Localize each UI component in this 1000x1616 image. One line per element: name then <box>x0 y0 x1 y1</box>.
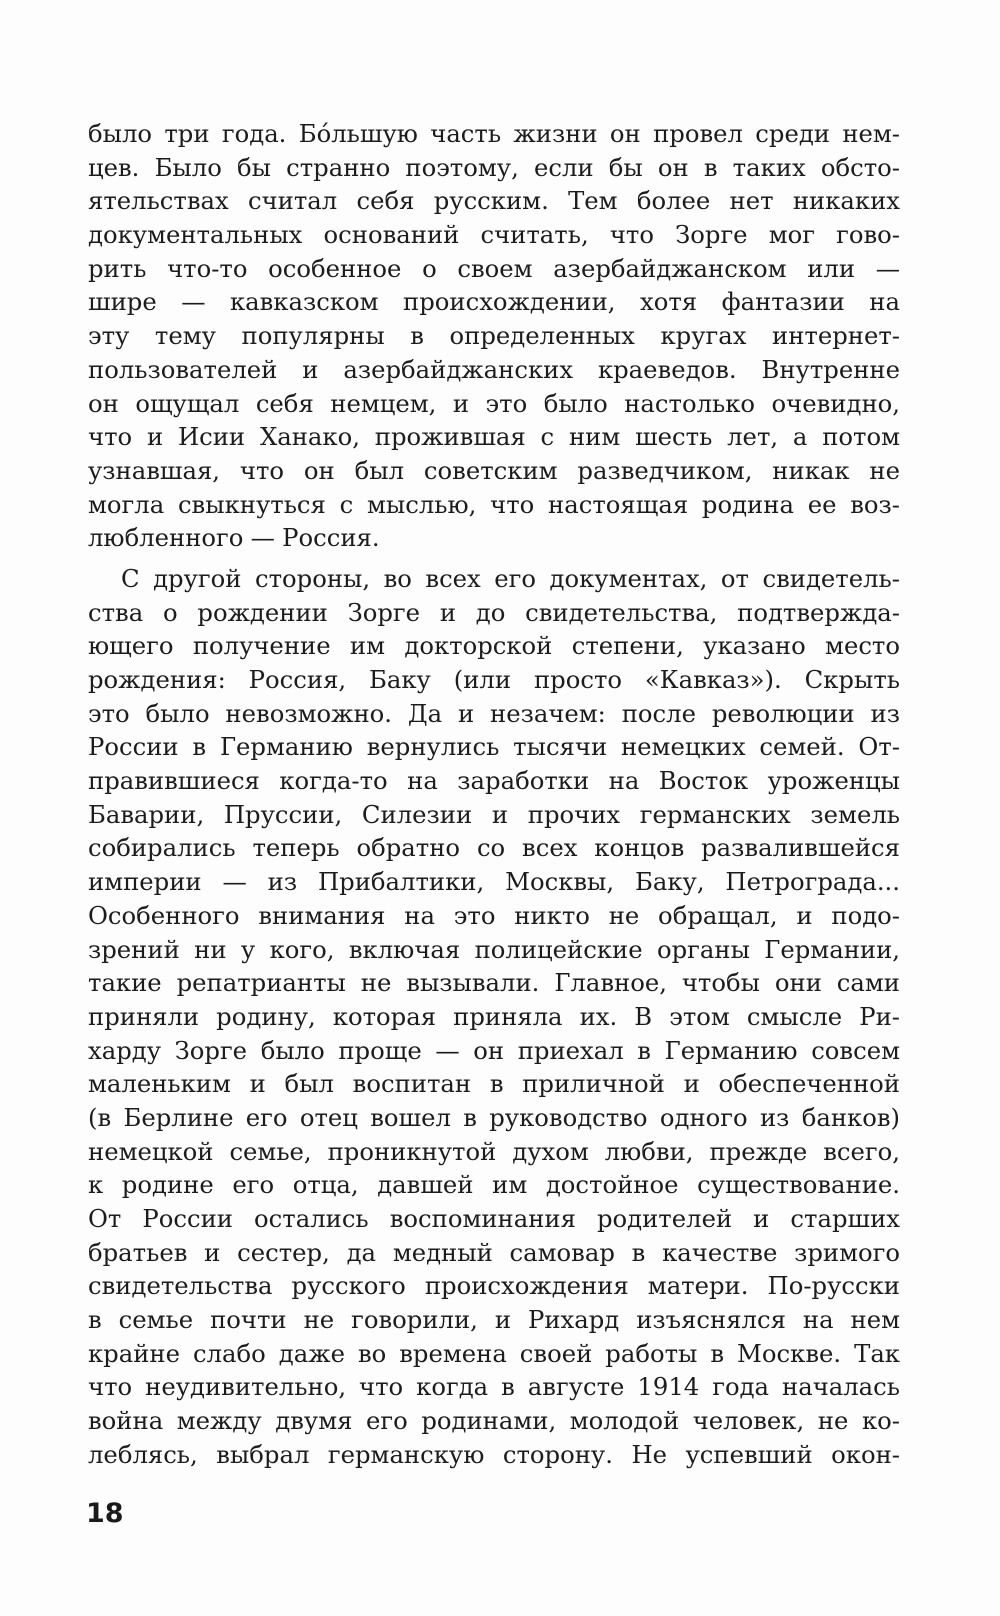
text-line: узнавшая, что он был советским разведчиком, никак не <box>88 455 900 485</box>
text-line: свидетельства русского происхождения матери. По-русски <box>88 1271 900 1301</box>
text-line: документальных оснований считать, что Зорге мог гово- <box>88 220 900 250</box>
text-line: что неудивительно, что когда в августе 1914 года началась <box>88 1372 900 1402</box>
text-line: братьев и сестер, да медный самовар в качестве зримого <box>88 1237 900 1267</box>
text-line: харду Зорге было проще — он приехал в Германию совсем <box>88 1035 900 1065</box>
text-line: эту тему популярны в определенных кругах интернет- <box>88 321 900 351</box>
text-line: леблясь, выбрал германскую сторону. Не успевший окон- <box>88 1439 900 1469</box>
text-line: Баварии, Пруссии, Силезии и прочих германских земель <box>88 799 900 829</box>
text-line: это было невозможно. Да и незачем: после революции из <box>88 698 900 728</box>
text-line: было три года. Бóльшую часть жизни он провел среди нем- <box>88 119 900 148</box>
text-line: ятельствах считал себя русским. Тем более нет никаких <box>88 186 900 216</box>
text-line: приняли родину, которая приняла их. В этом смысле Ри- <box>88 1001 900 1031</box>
text-line: ства о рождении Зорге и до свидетельства, подтвержда- <box>88 597 900 627</box>
text-line: цев. Было бы странно поэтому, если бы он в таких обсто- <box>88 152 900 182</box>
text-line: От России остались воспоминания родителей и старших <box>88 1204 900 1233</box>
paragraph-1 <box>88 117 900 555</box>
text-line: ющего получение им докторской степени, указано место <box>88 631 900 661</box>
text-line: шире — кавказском происхождении, хотя фантазии на <box>88 287 900 317</box>
text-line: крайне слабо даже во времена своей работы в Москве. Так <box>88 1338 900 1368</box>
text-line: зрений ни у кого, включая полицейские органы Германии, <box>88 934 900 964</box>
text-line: война между двумя его родинами, молодой человек, не ко- <box>88 1406 900 1436</box>
text-line: могла свыкнуться с мыслью, что настоящая родина ее воз- <box>88 489 900 519</box>
text-line: России в Германию вернулись тысячи немецких семей. От- <box>88 732 900 762</box>
text-line: правившиеся когда-то на заработки на Восток уроженцы <box>88 766 900 796</box>
text-line: рождения: Россия, Баку (или просто «Кавказ»). Скрыть <box>88 665 900 694</box>
paragraph-2 <box>88 562 900 1472</box>
text-line: любленного — Россия. <box>88 523 380 553</box>
text-line: такие репатрианты не вызывали. Главное, чтобы они сами <box>88 968 900 998</box>
text-line: что и Исии Ханако, прожившая с ним шесть лет, а потом <box>88 422 900 452</box>
page-number: 18 <box>86 1498 124 1529</box>
text-line: он ощущал себя немцем, и это было настолько очевидно, <box>88 388 900 418</box>
text-line: рить что-то особенное о своем азербайджанском или — <box>88 253 900 283</box>
text-line: (в Берлине его отец вошел в руководство одного из банков) <box>88 1102 900 1132</box>
text-line: пользователей и азербайджанских краеведов. Внутренне <box>88 354 900 384</box>
text-line: к родине его отца, давшей им достойное существование. <box>88 1170 900 1200</box>
text-line: Особенного внимания на это никто не обращал, и подо- <box>88 900 900 930</box>
text-line: собирались теперь обратно со всех концов развалившейся <box>88 833 900 863</box>
body-text <box>88 117 900 1472</box>
text-line: немецкой семье, проникнутой духом любви, прежде всего, <box>88 1136 900 1166</box>
text-line: в семье почти не говорили, и Рихард изъяснялся на нем <box>88 1305 900 1335</box>
text-line: империи — из Прибалтики, Москвы, Баку, Петрограда... <box>88 867 900 897</box>
text-line: С другой стороны, во всех его документах, от свидетель- <box>121 563 900 593</box>
text-line: маленьким и был воспитан в приличной и обеспеченной <box>88 1069 900 1099</box>
